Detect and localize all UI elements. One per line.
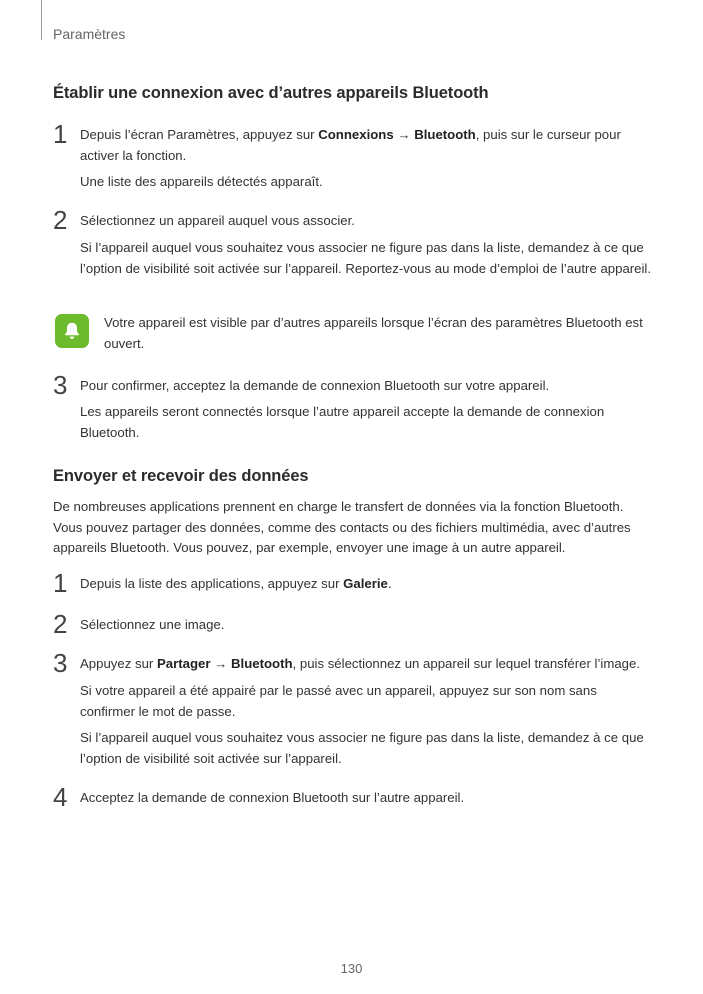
step-number: 3 [53, 648, 68, 678]
step-subtext: Une liste des appareils détectés apparaît. [80, 174, 323, 189]
step-number: 1 [53, 119, 68, 149]
step-subtext: Si votre appareil a été appairé par le passé avec un appareil, appuyez sur son nom sans confirmer le mot de passe. [80, 683, 597, 719]
step-text: Depuis l’écran Paramètres, appuyez sur Connexions → Bluetooth, puis sur le curseur pour activer la fonction. [80, 127, 621, 163]
step-number: 2 [53, 609, 68, 639]
section-intro: De nombreuses applications prennent en charge le transfert de données via la fonction Bluetooth. Vous pouvez partager des données, comme des contacts ou des fichiers multimédia, avec d’autres appareils Bluetooth. Vous pouvez, par exemple, envoyer une image à un autre appareil. [53, 499, 631, 555]
step-number: 3 [53, 370, 68, 400]
step-subtext: Si l’appareil auquel vous souhaitez vous associer ne figure pas dans la liste, demandez à ce que l’option de visibilité soit activée sur l’appareil. Reportez-vous au mode d’emploi de l’autre appareil. [80, 240, 652, 276]
bold-term: Bluetooth [414, 127, 476, 142]
header-label: Paramètres [53, 26, 126, 42]
step-text: Sélectionnez une image. [80, 617, 225, 632]
bold-term: Galerie [343, 576, 388, 591]
step-text: Sélectionnez un appareil auquel vous associer. [80, 213, 355, 228]
step-subtext: Les appareils seront connectés lorsque l’autre appareil accepte la demande de connexion Bluetooth. [80, 404, 605, 440]
step-text: Appuyez sur Partager → Bluetooth, puis sélectionnez un appareil sur lequel transférer l’image. [80, 656, 640, 671]
section-title-connect: Établir une connexion avec d’autres appareils Bluetooth [53, 84, 489, 102]
section-title-transfer: Envoyer et recevoir des données [53, 467, 309, 485]
step-number: 4 [53, 782, 68, 812]
header-divider [41, 0, 42, 40]
step-text: Depuis la liste des applications, appuyez sur Galerie. [80, 576, 392, 591]
note-text: Votre appareil est visible par d’autres appareils lorsque l’écran des paramètres Bluetooth est ouvert. [104, 315, 643, 351]
step-subtext: Si l’appareil auquel vous souhaitez vous associer ne figure pas dans la liste, demandez à ce que l’option de visibilité soit activée sur l’appareil. [80, 730, 644, 766]
bell-icon [55, 314, 89, 348]
step-text: Acceptez la demande de connexion Bluetooth sur l’autre appareil. [80, 790, 465, 805]
step-text: Pour confirmer, acceptez la demande de connexion Bluetooth sur votre appareil. [80, 378, 550, 393]
step-number: 2 [53, 205, 68, 235]
bold-term: Partager [156, 656, 211, 671]
bold-term: Bluetooth [231, 656, 293, 671]
bold-term: Connexions [318, 127, 394, 142]
step-number: 1 [53, 568, 68, 598]
page-number: 130 [340, 961, 363, 976]
